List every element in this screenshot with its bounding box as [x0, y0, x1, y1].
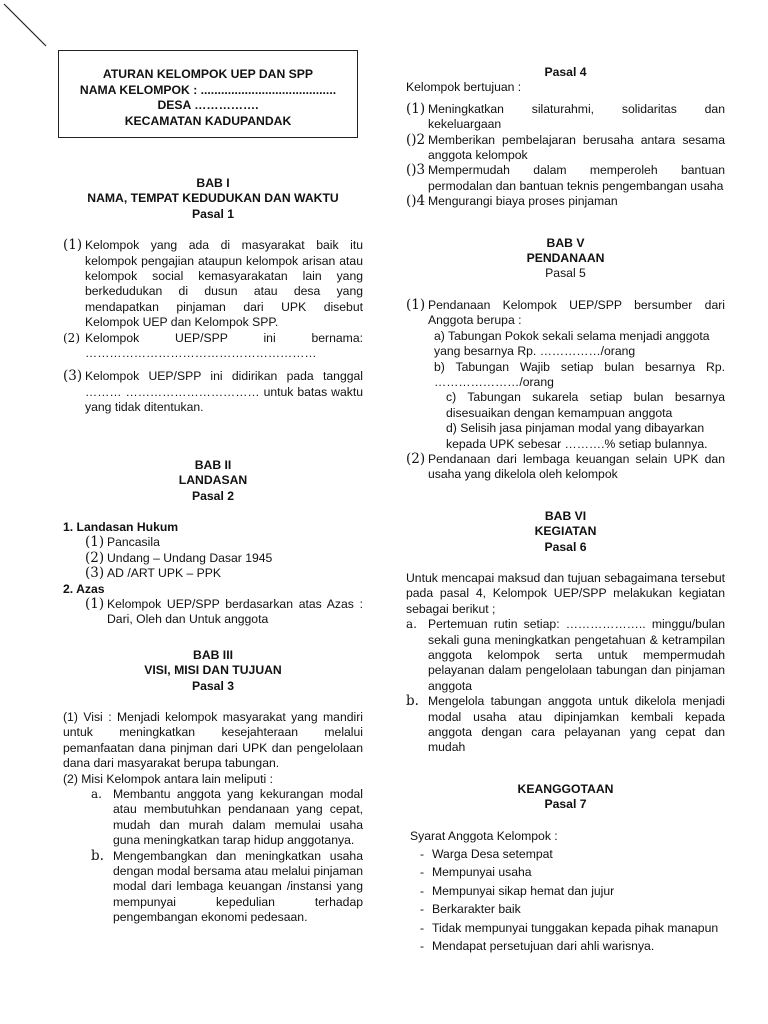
visi-text: (1) Visi : Menjadi kelompok masyarakat yang mandiri untuk meningkatkan kesejahteraan melalui pemanfaatan dana pinjman dari UPK dan pengelolaan dana dari masyarakat berupa tabungan. — [63, 709, 363, 771]
bab5-subtitle: PENDANAAN — [526, 251, 605, 266]
header-district: KECAMATAN KADUPANDAK — [124, 113, 292, 128]
header-title: ATURAN KELOMPOK UEP DAN SPP — [102, 67, 314, 81]
hukum-item: (1) Pancasila — [85, 534, 160, 551]
keanggotaan-pasal: Pasal 7 — [544, 797, 587, 812]
syarat-item: - Mendapat persetujuan dari ahli warisnya. — [419, 939, 655, 954]
landasan-hukum-label: 1. Landasan Hukum — [63, 519, 179, 534]
pasal4-title: Pasal 4 — [544, 65, 587, 79]
bab1-subtitle: NAMA, TEMPAT KEDUDUKAN DAN WAKTU — [87, 191, 339, 206]
left-column — [63, 176, 363, 926]
azas-item: (1) Kelompok UEP/SPP berdasarkan atas Azas : Dari, Oleh dan Untuk anggota — [85, 595, 363, 627]
pasal4-item: ()4 Mengurangi biaya proses pinjaman — [406, 193, 618, 210]
bab1-title: BAB I — [196, 176, 230, 190]
bab5-sub-item: c) Tabungan sukarela setiap bulan besarnya disesuaikan dengan kemampuan anggota — [446, 390, 725, 420]
syarat-item: - Warga Desa setempat — [419, 847, 553, 862]
misi-item: a. Membantu anggota yang kekurangan modal atau membutuhkan pendanaan yang cepat, mudah dan murah dalam memulai usaha guna meningkatkan tarap hidup anggotanya. — [91, 787, 363, 848]
keanggotaan-title: KEANGGOTAAN — [517, 781, 614, 796]
misi-item: b. Mengembangkan dan meningkatkan usaha dengan modal bersama atau melalui pinjaman modal dari lembaga keuangan /instansi yang mempunyai kepedulian terhadap pengembangan ekonomi pedesaan. — [91, 847, 363, 925]
bab5-item: (1) Pendanaan Kelompok UEP/SPP bersumber dari Anggota berupa : — [406, 296, 725, 328]
bab5-sub-item: d) Selisih jasa pinjaman modal yang dibayarkan kepada UPK sebesar ……….% setiap bulannya. — [446, 421, 708, 451]
bab5-title: BAB V — [546, 235, 585, 250]
hukum-item: (3) AD /ART UPK – PPK — [85, 565, 222, 582]
bab1-item: (2) Kelompok UEP/SPP ini bernama: ………………………………………………… — [63, 330, 363, 361]
bab2-subtitle: LANDASAN — [178, 473, 248, 488]
syarat-item: - Berkarakter baik — [419, 902, 521, 917]
hukum-item: (2) Undang – Undang Dasar 1945 — [85, 549, 273, 566]
pasal4-intro: Kelompok bertujuan : — [406, 80, 522, 95]
bab1-item: (3) Kelompok UEP/SPP ini didirikan pada tanggal ……… …………………………… untuk batas waktu yang tidak ditentukan. — [63, 368, 363, 415]
bab5-sub-item: a) Tabungan Pokok sekali selama menjadi anggota yang besarnya Rp. ……………/orang — [434, 328, 710, 359]
header-group-name: NAMA KELOMPOK : ........................................ — [79, 82, 337, 97]
bab2-pasal: Pasal 2 — [191, 488, 234, 503]
pasal4-item: ()2 Memberikan pembelajaran berusaha antara sesama anggota kelompok — [406, 131, 725, 163]
header-village: DESA ……………. — [157, 98, 259, 112]
bab6-title: BAB VI — [544, 508, 587, 523]
corner-line — [0, 0, 60, 60]
pasal4-item: ()3 Mempermudah dalam memperoleh bantuan permodalan dan bantuan teknis pengembangan usaha — [406, 162, 725, 193]
misi-label: (2) Misi Kelompok antara lain meliputi : — [63, 771, 273, 786]
bab6-item: b. Mengelola tabungan anggota untuk dikelola menjadi modal usaha atau dipinjamkan kembali kepada anggota dengan cara pelayanan yang cepat dan mudah — [406, 693, 725, 755]
bab1-item: (1) Kelompok yang ada di masyarakat baik itu kelompok pengajian ataupun kelompok arisan atau kelompok social kemasyarakatan lain yang berkedudukan di dusun atau desa yang mendapatkan pinjaman dari UPK disebut Kelompok UEP dan Kelompok SPP. — [63, 237, 363, 330]
header-box — [58, 50, 358, 138]
azas-label: 2. Azas — [63, 581, 105, 596]
bab3-subtitle: VISI, MISI DAN TUJUAN — [144, 663, 282, 678]
bab1-pasal: Pasal 1 — [191, 206, 234, 221]
syarat-item: - Mempunyai sikap hemat dan jujur — [419, 883, 615, 898]
right-column — [406, 65, 725, 955]
bab3-pasal: Pasal 3 — [191, 678, 234, 693]
pasal4-item: (1) Meningkatkan silaturahmi, solidaritas dan kekeluargaan — [406, 100, 725, 132]
bab6-pasal: Pasal 6 — [544, 539, 587, 554]
bab5-pasal: Pasal 5 — [545, 266, 586, 281]
bab3-title: BAB III — [193, 647, 233, 662]
syarat-item: - Mempunyai usaha — [419, 865, 532, 880]
syarat-item: - Tidak mempunyai tunggakan kepada pihak manapun — [419, 920, 719, 935]
keanggotaan-intro: Syarat Anggota Kelompok : — [410, 828, 558, 843]
bab5-item: (2) Pendanaan dari lembaga keuangan selain UPK dan usaha yang dikelola oleh kelompok — [406, 450, 725, 482]
bab6-item: a. Pertemuan rutin setiap: ……………….. minggu/bulan sekali guna meningkatkan pengetahuan & ketrampilan anggota kelompok serta untuk mempermudah pelayanan dalam pengelolaan tabungan dan pinjaman anggota — [406, 617, 725, 693]
bab5-sub-item: b) Tabungan Wajib setiap bulan besarnya Rp. …………………/orang — [434, 359, 725, 389]
bab6-intro: Untuk mencapai maksud dan tujuan sebagaimana tersebut pada pasal 4, Kelompok UEP/SPP melakukan kegiatan sebagai berikut ; — [406, 570, 725, 616]
bab2-title: BAB II — [194, 457, 232, 472]
bab6-subtitle: KEGIATAN — [534, 524, 597, 539]
